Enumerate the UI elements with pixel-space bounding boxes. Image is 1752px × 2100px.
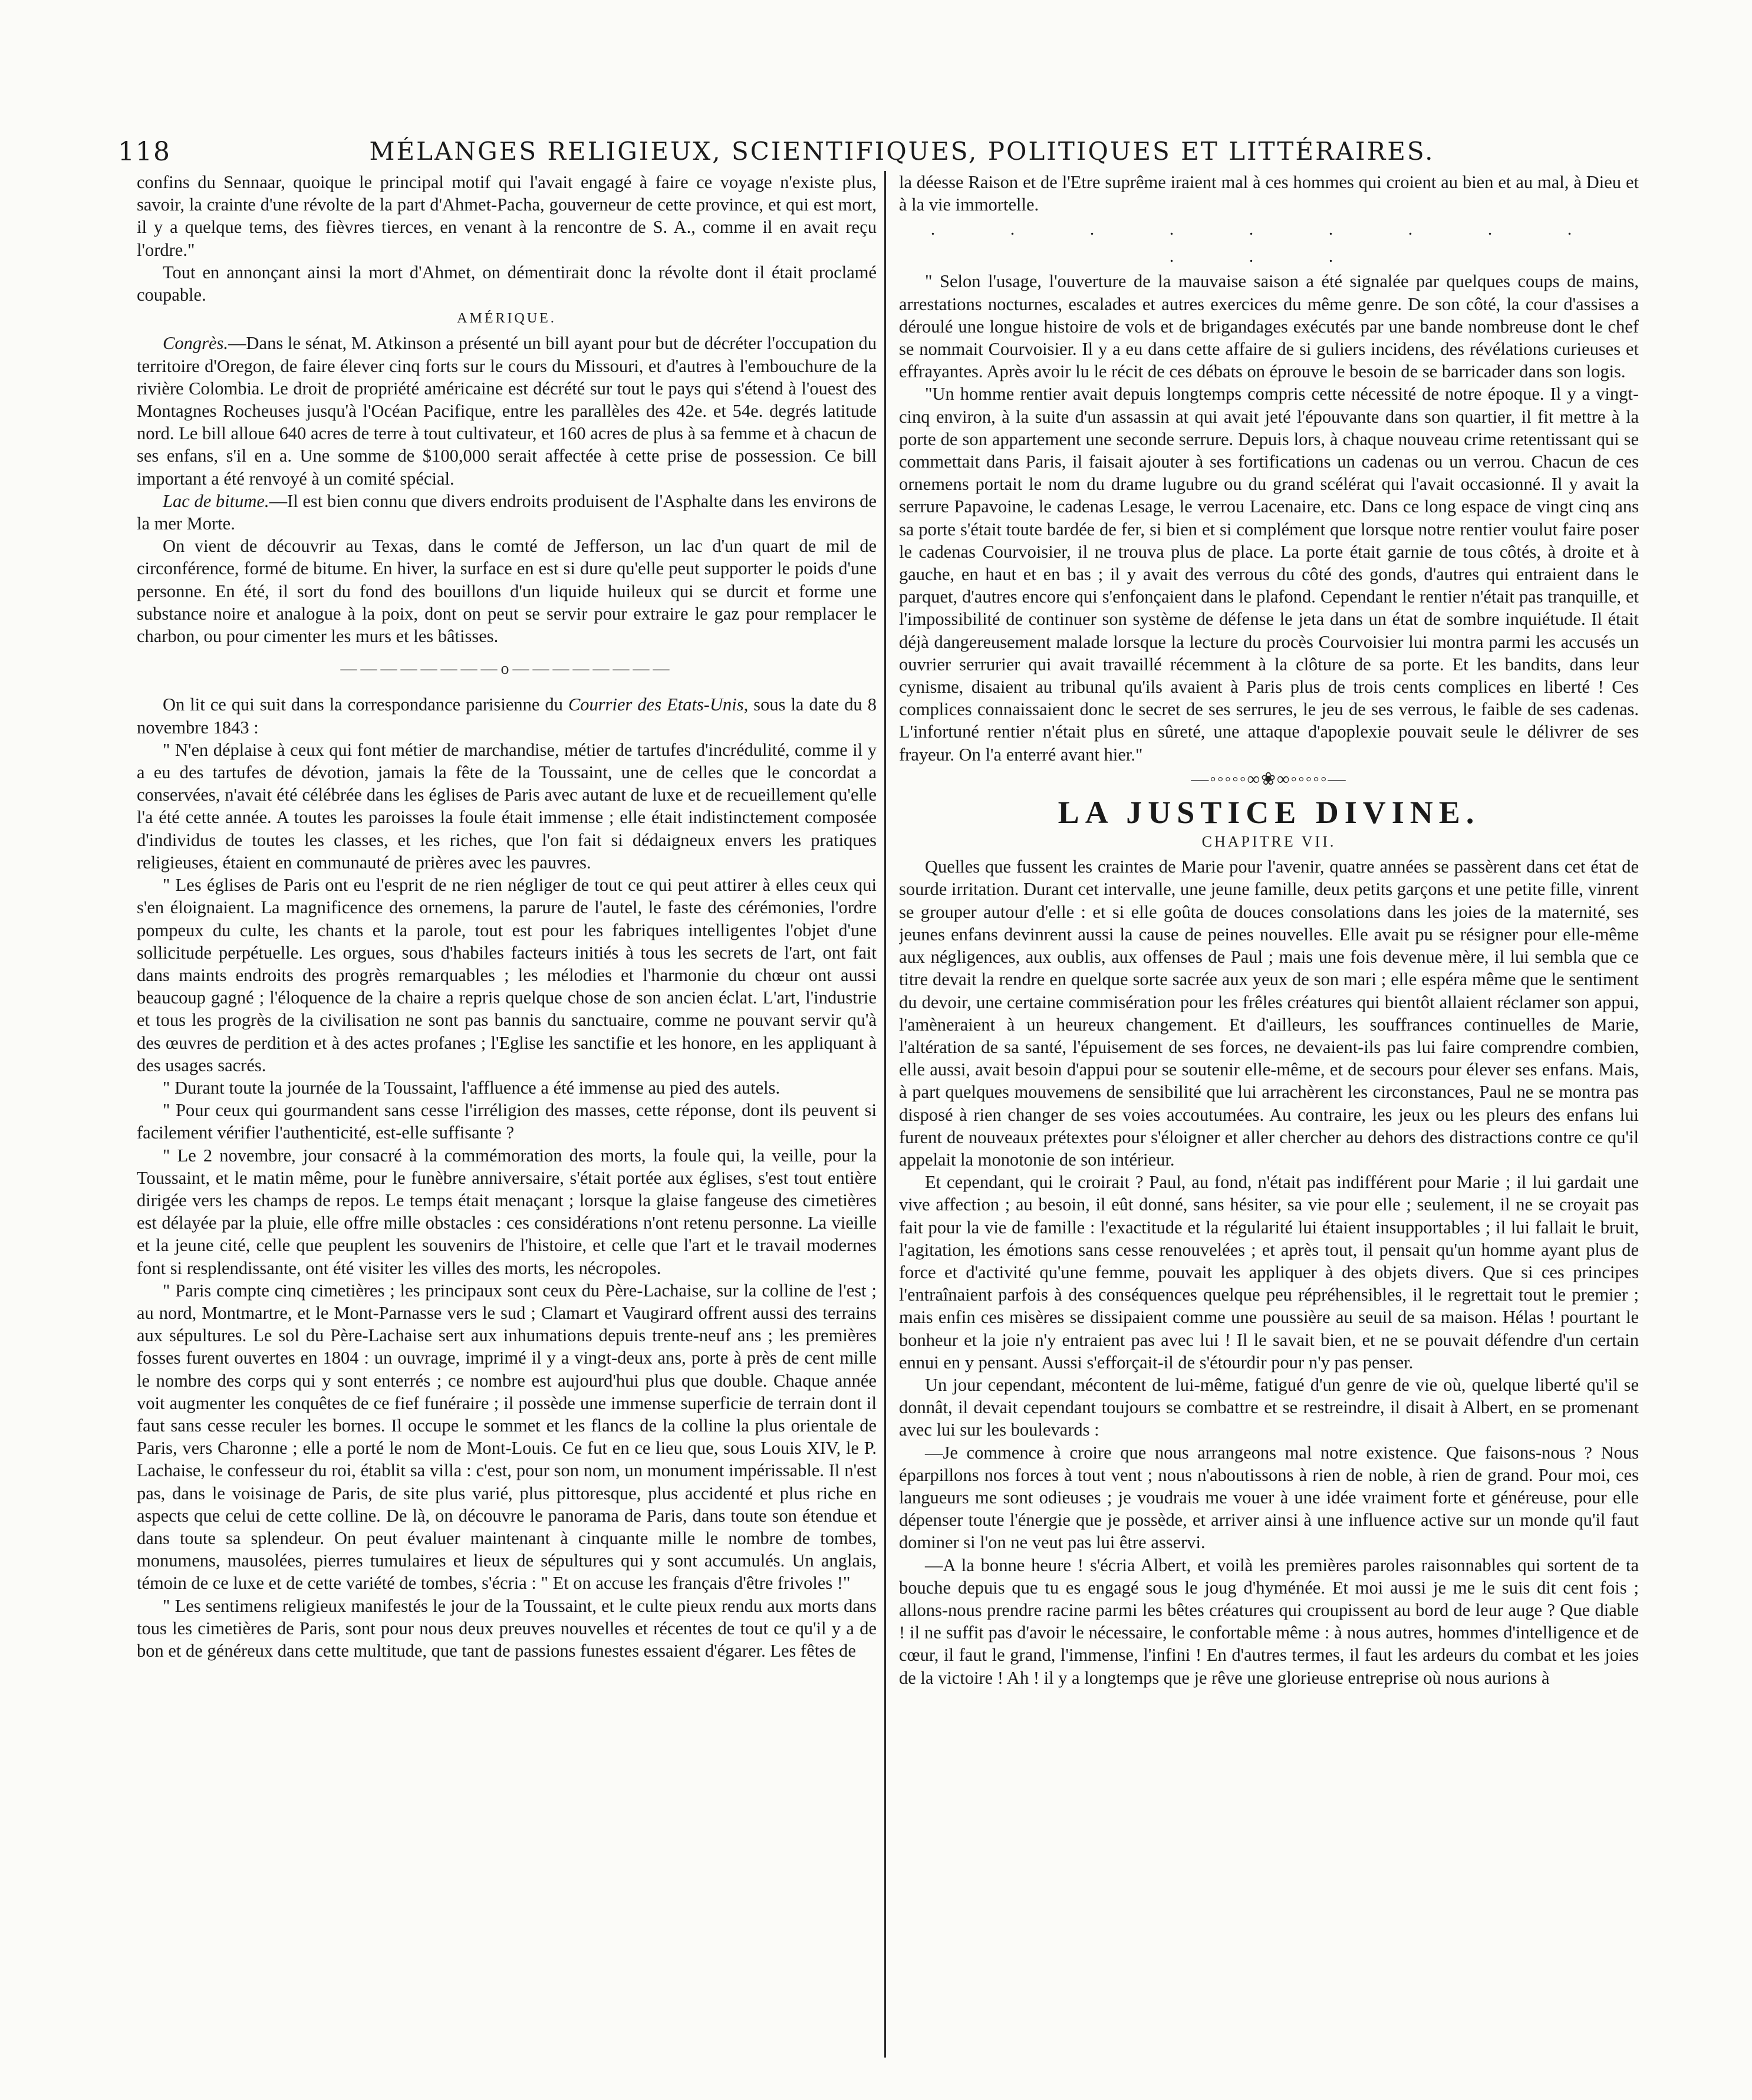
quote-paragraph: " Les sentimens religieux manifestés le jour de la Toussaint, et le culte pieux rendu aux morts dans tous les cimetières de Paris, sont pour nous deux preuves nouvelles et récentes de tout ce qu'il y a de bon et de généreux dans cette multitude, que tant de passions funestes essaient d'égarer. Les fêtes de — [137, 1595, 877, 1661]
quote-paragraph: " N'en déplaise à ceux qui font métier de marchandise, métier de tartufes d'incrédulité, comme il y a eu des tartufes de dévotion, jamais la fête de la Toussaint, une de celles que le concordat a conservées, n'avait été célébrée dans les églises de Paris avec autant de luxe et de recueillement qu'elle l'a été cette année. A toutes les paroisses la foule était immense ; elle était indistinctement composée d'individus de toutes les classes, et les riches, que l'on fait si dédaigneux envers les pratiques religieuses, étaient en communauté de prières avec les pauvres. — [137, 739, 877, 873]
article-paragraph: On vient de découvrir au Texas, dans le comté de Jefferson, un lac d'un quart de mil de circonférence, formé de bitume. En hiver, la surface en est si dure qu'elle peut supporter le poids d'une personne. En été, il sort du fond des bouillons d'un liquide huileux qui se durcit et forme une substance noire et analogue à la poix, dont on peut se servir pour extraire le gaz pour remplacer le charbon, ou pour cimenter les murs et les bâtisses. — [137, 536, 877, 647]
news-item-text: —Il est bien connu que divers endroits produisent de l'Asphalte dans les environs de la mer Morte. — [137, 491, 877, 534]
news-item-label: Congrès. — [163, 333, 228, 354]
quote-paragraph: " Durant toute la journée de la Toussaint, l'affluence a été immense au pied des autels. — [163, 1077, 781, 1098]
page-number: 118 — [118, 137, 171, 167]
news-item-label: Lac de bitume. — [163, 491, 269, 511]
story-paragraph: Un jour cependant, mécontent de lui-même, fatigué d'un genre de vie où, quelque liberté qu'il se donnât, il devait cependant toujours se combattre et se restreindre, il disait à Albert, en se promenant avec lui sur les boulevards : — [899, 1374, 1639, 1440]
column-rule — [884, 171, 886, 2058]
ornament-divider: —◦◦◦◦◦∞❀∞◦◦◦◦◦— — [1191, 769, 1347, 789]
quote-paragraph: " Paris compte cinq cimetières ; les principaux sont ceux du Père-Lachaise, sur la colline de l'est ; au nord, Montmartre, et le Mont-Parnasse vers le sud ; Clamart et Vaugirard offrent aussi des terrains aux sépultures. Le sol du Père-Lachaise sert aux inhumations depuis trente-neuf ans ; les premières fosses furent ouvertes en 1804 : un ouvrage, imprimé il y a vingt-deux ans, porte à près de cent mille le nombre des corps qui y sont enterrés ; ce nombre est aujourd'hui plus que double. Chaque année voit augmenter les conquêtes de ce fief funéraire ; il possède une immense superficie de terrain dont il faut sans cesse reculer les bornes. Il occupe le sommet et les flancs de la colline la plus orientale de Paris, vers Charonne ; elle a porté le nom de Mont-Louis. Ce fut en ce lieu que, sous Louis XIV, le P. Lachaise, le confesseur du roi, établit sa villa : c'est, pour son nom, un monument impérissable. Il n'est pas, dans le voisinage de Paris, de site plus varié, plus pittoresque, plus accidenté et plus riche en aspects que celui de cette colline. De là, on découvre le panorama de Paris, dans toute son étendue et dans toute sa splendeur. On peut évaluer maintenant à cinquante mille le nombre de tombes, monumens, mausolées, pierres tumulaires et lieux de sépultures qui y sont accumulés. Un anglais, témoin de ce luxe et de cette variété de tombes, s'écria : " Et on accuse les français d'être frivoles !" — [137, 1280, 877, 1594]
quote-paragraph: " Selon l'usage, l'ouverture de la mauvaise saison a été signalée par quelques coups de mains, arrestations nocturnes, escalades et autres exercices du même genre. De son côté, la cour d'assises a déroulé une longue histoire de vols et de brigandages exécutés par une bande nombreuse dont le chef se nommait Courvoisier. Il y a eu dans cette affaire de si guliers incidens, des révélations curieuses et effrayantes. Après avoir lu le récit de ces débats on éprouve le besoin de se barricader dans son logis. — [899, 271, 1639, 382]
story-paragraph: —A la bonne heure ! s'écria Albert, et voilà les premières paroles raisonnables qui sortent de ta bouche depuis que tu es engagé sous le joug d'hyménée. Et moi aussi je me le suis dit cent fois ; allons-nous prendre racine parmi les bêtes créatures qui croupissent au bord de leur auge ? Que diable ! il ne suffit pas d'avoir le nécessaire, le confortable même : à nous autres, hommes d'intelligence et de cœur, il faut le grand, l'immense, l'infini ! En d'autres termes, il faut les ardeurs du combat et les joies de la victoire ! Ah ! il y a longtemps que je rêve une glorieuse entreprise où nous aurions à — [899, 1555, 1639, 1688]
story-paragraph: Et cependant, qui le croirait ? Paul, au fond, n'était pas indifférent pour Marie ; il lui gardait une vive affection ; au besoin, il eût donné, sans hésiter, sa vie pour elle ; seulement, il ne se croyait pas fait pour la vie de famille : l'exactitude et la régularité lui étaient insupportables ; il lui fallait le bruit, l'agitation, les émotions sans cesse renouvelées ; et après tout, il pensait qu'un homme ayant plus de force et d'activité qu'une femme, pouvait les appliquer à des objets divers. Que si ces principes l'entraînaient parfois à des conséquences quelque peu répréhensibles, il le regrettait tout le premier ; mais enfin ces misères se dissipaient comme une poussière au seuil de sa maison. Hélas ! pourtant le bonheur et la joie n'y entraient pas avec lui ! Il le savait bien, et ne se pouvait défendre d'un certain ennui en y pensant. Aussi s'efforçait-il de s'étourdir pour n'y pas penser. — [899, 1172, 1639, 1372]
section-heading-amerique: AMÉRIQUE. — [457, 311, 556, 327]
story-paragraph: Quelles que fussent les craintes de Marie pour l'avenir, quatre années se passèrent dans cet état de sourde irritation. Durant cet intervalle, une jeune famille, deux petits garçons et une petite fille, vinrent se grouper autour d'elle : et si elle goûta de douces consolations dans les joies de la maternité, ses jeunes enfans devinrent aussi la cause de peines nouvelles. Elle avait pu se résigner pour elle-même aux négligences, aux oublis, aux offenses de Paul ; mais une fois devenue mère, il lui sembla que ce titre devait la rendre en quelque sorte sacrée aux yeux de son mari ; elle espéra même que le sentiment du devoir, une certaine commisération pour les frêles créatures qui bientôt allaient réclamer son appui, l'amèneraient à un heureux changement. Et d'ailleurs, les souffrances continuelles de Marie, l'altération de sa santé, l'épuisement de ses forces, ne devaient-ils pas lui faire comprendre combien, elle aussi, avait besoin d'appui pour se soutenir elle-même, et de secours pour élever ses enfans. Mais, à part quelques mouvemens de sensibilité que lui arrachèrent les circonstances, Paul ne se montra pas disposé à rien changer de ses voies accoutumées. Au contraire, les jeux ou les pleurs des enfans lui furent de nouveaux prétextes pour s'éloigner et aller chercher au dehors des distractions contre ce qu'il appelait la monotonie de son intérieur. — [899, 857, 1639, 1170]
left-column — [137, 171, 877, 2069]
section-divider: ————————o———————— — [340, 660, 673, 679]
newspaper-title: Courrier des Etats-Unis, — [568, 694, 749, 715]
article-paragraph: la déesse Raison et de l'Etre suprême iraient mal à ces hommes qui croient au bien et au mal, à Dieu et à la vie immortelle. — [899, 172, 1639, 215]
running-title: MÉLANGES RELIGIEUX, SCIENTIFIQUES, POLITIQUES ET LITTÉRAIRES. — [369, 137, 1435, 166]
news-item-text: —Dans le sénat, M. Atkinson a présenté un bill ayant pour but de décréter l'occupation du territoire d'Oregon, de faire élever cinq forts sur le cours du Missouri, et d'autres à l'embouchure de la rivière Colombia. Le droit de propriété américaine est décrété sur tout le pays qui s'étend à l'ouest des Montagnes Rocheuses jusqu'à l'Océan Pacifique, entre les parallèles des 42e. et 54e. degrés latitude nord. Le bill alloue 640 acres de terre à tout cultivateur, et 160 acres de plus à sa femme et à chacun de ses enfans, s'il en a. Une somme de $100,000 serait affectée à cette prise de possession. Ce bill important a été renvoyé à un comité spécial. — [137, 333, 877, 489]
news-item-congres — [137, 332, 877, 489]
chapter-heading: CHAPITRE VII. — [1201, 833, 1336, 851]
ellipsis-line: . . . . . . . . . . . . — [930, 219, 1608, 266]
quote-paragraph: " Les églises de Paris ont eu l'esprit de ne rien négliger de tout ce qui peut attirer à elles ceux qui s'en éloignaient. La magnificence des ornemens, la parure de l'autel, le faste des cérémonies, l'ordre pompeux du culte, les chants et la parole, tout est pour les fabriques intelligentes l'objet d'une sollicitude perpétuelle. Les orgues, sous d'habiles facteurs initiés à tous les secrets de l'art, ont fait dans maints endroits des progrès remarquables ; les mélodies et l'harmonie du chœur ont aussi beaucoup gagné ; l'éloquence de la chaire a repris quelque chose de son ancien éclat. L'art, l'industrie et tous les progrès de la civilisation ne sont pas bannis du sanctuaire, comme ne pouvant servir qu'à des œuvres de perdition et à des actes profanes ; l'Eglise les sanctifie et les honore, en les appliquant à des usages sacrés. — [137, 875, 877, 1075]
courrier-intro: On lit ce qui suit dans la correspondance parisienne du Courrier des Etats-Unis, sous la date du 8 novembre 1843 : — [137, 694, 877, 738]
news-item-lac — [137, 490, 877, 535]
story-title: LA JUSTICE DIVINE. — [1058, 795, 1480, 831]
right-column — [899, 171, 1639, 2069]
story-paragraph: —Je commence à croire que nous arrangeons mal notre existence. Que faisons-nous ? Nous éparpillons nos forces à tout vent ; nous n'aboutissons à rien de noble, à rien de grand. Pour moi, ces langueurs me sont odieuses ; je voudrais me vouer à une idée vraiment forte et généreuse, pour elle dépenser toute l'énergie que je possède, et arriver ainsi à une influence active sur un monde qu'il faut dominer si l'on ne veut pas lui être asservi. — [899, 1442, 1639, 1553]
quote-paragraph: "Un homme rentier avait depuis longtemps compris cette nécessité de notre époque. Il y a vingt-cinq environ, à la suite d'un assassin at qui avait jeté l'épouvante dans son quartier, il fit mettre à la porte de son appartement une seconde serrure. Depuis lors, à chaque nouveau crime retentissant qui se commettait dans Paris, il faisait ajouter à ses fortifications un cadenas ou un verrou. Chacun de ces ornemens portait le nom du drame lugubre ou du grand scélérat qui l'avait occasionné. Il y avait la serrure Papavoine, le cadenas Lesage, le verrou Lacenaire, etc. Dans ce long espace de vingt cinq ans sa porte s'était toute bardée de fer, si bien et si complément que lorsque notre rentier voulut faire poser le cadenas Courvoisier, il ne trouva plus de place. La porte était garnie de tous côtés, à droite et à gauche, en haut et en bas ; il y avait des verrous du côté des gonds, d'autres qui entraient dans le parquet, d'autres encore qui s'enfonçaient dans le plafond. Cependant le rentier n'était pas tranquille, et l'impossibilité de continuer son système de défense le jeta dans un état de sombre inquiétude. Il était déjà dangereusement malade lorsque la lecture du procès Courvoisier lui montra parmi les accusés un ouvrier serrurier qui avait travaillé récemment à la clôture de sa porte. Et les bandits, dans leur cynisme, disaient au tribunal qu'ils avaient à Paris plus de trois cents complices en liberté ! Ces complices connaissaient donc le secret de ses serrures, le jeu de ses verrous, le faible de ses cadenas. L'infortuné rentier n'était plus en sûreté, une attaque d'apoplexie pouvait seule le délivrer de ses frayeur. On l'a enterré avant hier." — [899, 384, 1639, 765]
article-paragraph: Tout en annonçant ainsi la mort d'Ahmet, on démentirait donc la révolte dont il était proclamé coupable. — [137, 262, 877, 305]
quote-paragraph: " Le 2 novembre, jour consacré à la commémoration des morts, la foule qui, la veille, pour la Toussaint, et le matin même, pour le funèbre anniversaire, s'était portée aux églises, s'est tout entière dirigée vers les champs de repos. Le temps était menaçant ; lorsque la glaise fangeuse des cimetières est délayée par la pluie, elle offre mille obstacles : ces considérations n'ont retenu personne. La vieille et la jeune cité, celle que peuplent les souvenirs de l'histoire, et celle que l'art et le travail modernes font si resplendissante, ont été visiter les villes des morts, les nécropoles. — [137, 1145, 877, 1278]
article-paragraph: confins du Sennaar, quoique le principal motif qui l'avait engagé à faire ce voyage n'existe plus, savoir, la crainte d'une révolte de la part d'Ahmet-Pacha, gouverneur de cette province, et qui est mort, il y a quelque tems, des fièvres tierces, en venant à la rencontre de S. A., comme il en avait reçu l'ordre." — [137, 172, 877, 260]
quote-paragraph: " Pour ceux qui gourmandent sans cesse l'irréligion des masses, cette réponse, dont ils peuvent si facilement vérifier l'authenticité, est-elle suffisante ? — [137, 1100, 877, 1143]
